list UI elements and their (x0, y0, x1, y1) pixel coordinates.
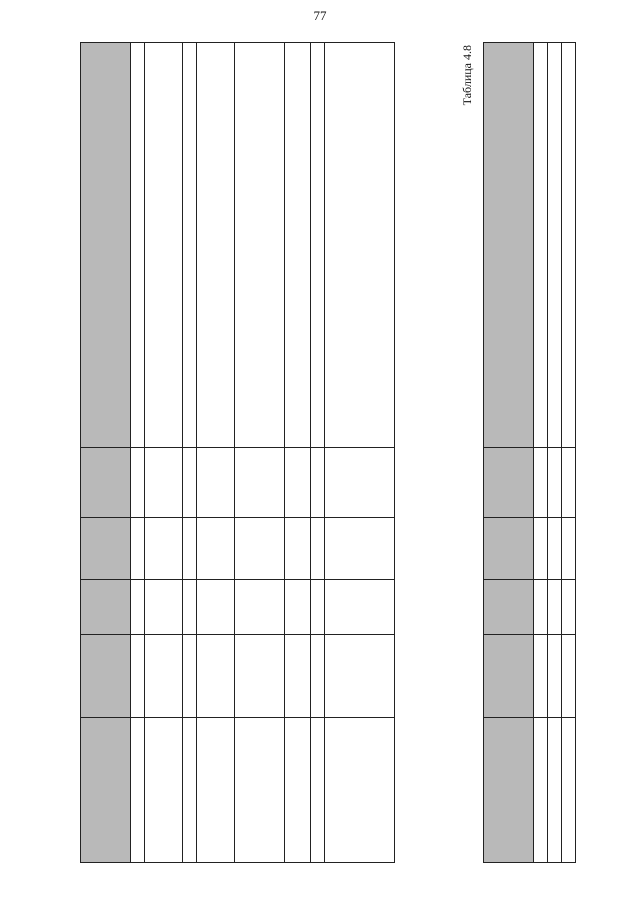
page-number: 77 (313, 8, 327, 23)
table-header-row (484, 43, 534, 863)
bank-table (483, 42, 576, 863)
table-header-row (81, 43, 131, 863)
main-table (80, 42, 395, 863)
table-label: Таблица 4.8 (460, 45, 474, 106)
